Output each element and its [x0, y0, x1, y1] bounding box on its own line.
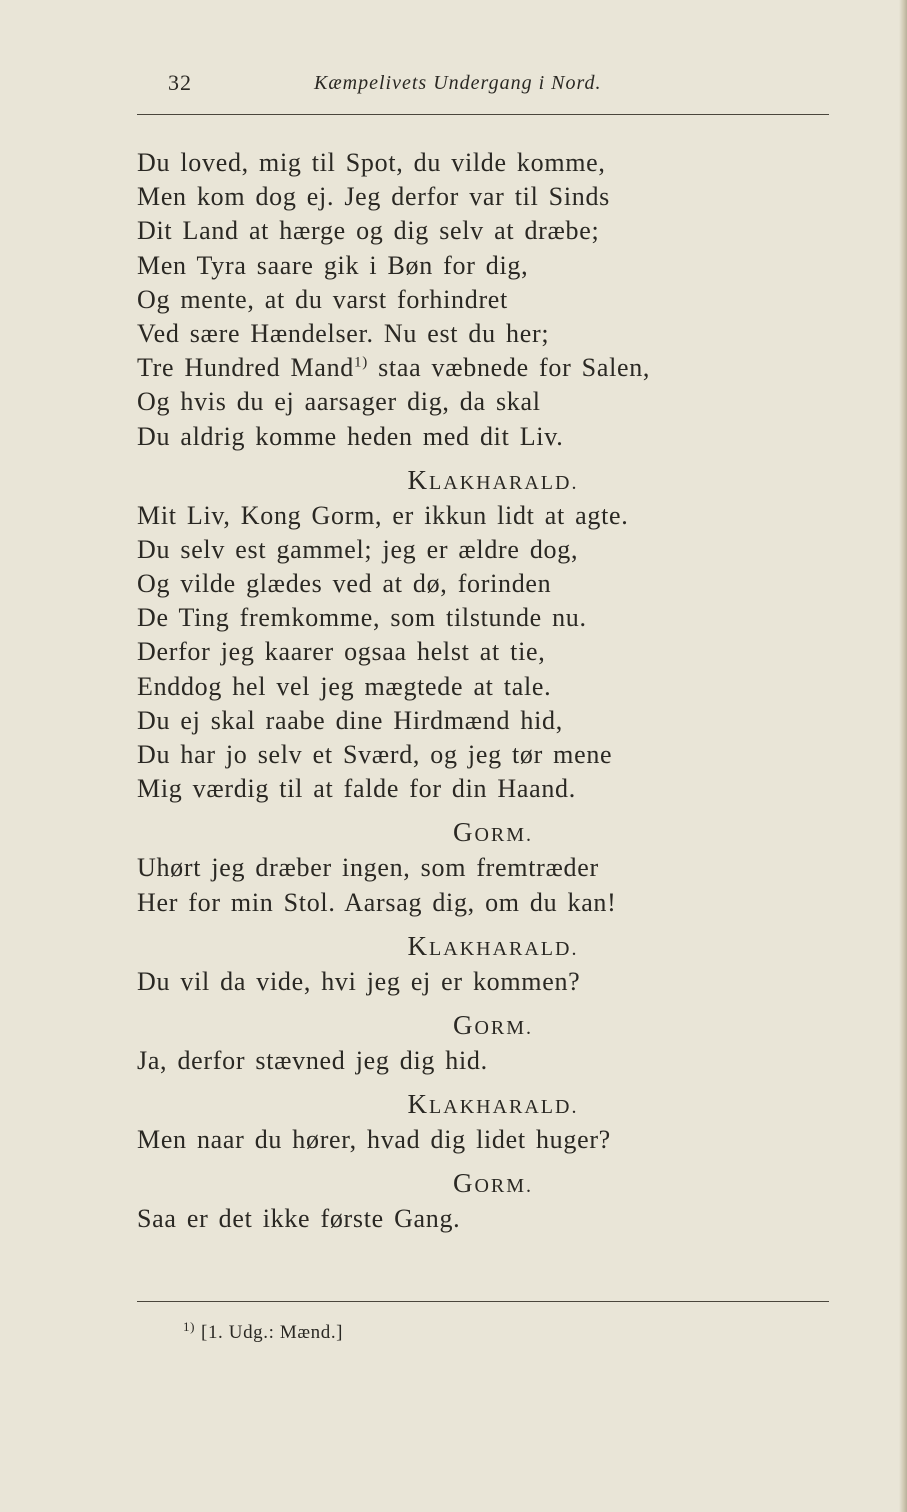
verse-line: Og vilde glædes ved at dø, forinden	[137, 569, 552, 599]
verse-line: Du ej skal raabe dine Hirdmænd hid,	[137, 705, 563, 735]
verse-line: Uhørt jeg dræber ingen, som fremtræder	[137, 853, 599, 883]
verse-line: Mit Liv, Kong Gorm, er ikkun lidt at agte.	[137, 500, 629, 530]
verse-line: De Ting fremkomme, som tilstunde nu.	[137, 603, 587, 633]
verse-line-with-note	[137, 351, 829, 385]
verse-line: Du har jo selv et Sværd, og jeg tør mene	[137, 740, 613, 769]
footnote	[183, 1318, 344, 1344]
verse-line: Du aldrig komme heden med dit Liv.	[137, 421, 564, 451]
verse-line: Men Tyra saare gik i Bøn for dig,	[137, 250, 529, 280]
header-rule	[137, 114, 829, 115]
speaker-name: KLAKHARALD.	[407, 1089, 579, 1120]
verse-line: Ved sære Hændelser. Nu est du her;	[137, 318, 550, 348]
footnote-rule	[137, 1301, 829, 1302]
verse-line: Men naar du hører, hvad dig lidet huger?	[137, 1125, 611, 1155]
speaker-name: GORM.	[452, 1009, 534, 1040]
verse-line: Enddog hel vel jeg mægtede at tale.	[137, 671, 552, 701]
verse-line: Og hvis du ej aarsager dig, da skal	[137, 387, 541, 417]
verse-line: Dit Land at hærge og dig selv at dræbe;	[137, 216, 600, 246]
speaker-name: KLAKHARALD.	[407, 464, 579, 495]
page-number: 32	[168, 70, 192, 95]
footnote-reference: 1)	[354, 354, 368, 371]
speaker-name: GORM.	[452, 1168, 534, 1199]
verse-line: Men kom dog ej. Jeg derfor var til Sinds	[137, 182, 610, 212]
verse-line: Og mente, at du varst forhindret	[137, 284, 508, 314]
verse-line: Du selv est gammel; jeg er ældre dog,	[137, 534, 579, 564]
speaker-name: KLAKHARALD.	[407, 930, 579, 961]
footnote-text: [1. Udg.: Mænd.]	[201, 1322, 344, 1343]
verse-line: Ja, derfor stævned jeg dig hid.	[137, 1045, 488, 1075]
verse-line: Derfor jeg kaarer ogsaa helst at tie,	[137, 637, 546, 667]
running-head	[0, 70, 907, 104]
verse-line: Du vil da vide, hvi jeg ej er kommen?	[137, 966, 581, 996]
footnote-mark: 1)	[183, 1318, 196, 1334]
verse-line: Her for min Stol. Aarsag dig, om du kan!	[137, 887, 617, 917]
verse-line-start: Tre Hundred Mand	[137, 353, 354, 383]
verse-line: Du loved, mig til Spot, du vilde komme,	[137, 148, 606, 177]
speaker-name: GORM.	[452, 817, 534, 848]
page-edge	[899, 0, 907, 1512]
verse-line-end: staa væbnede for Salen,	[367, 353, 651, 383]
verse-line: Mig værdig til at falde for din Haand.	[137, 774, 576, 804]
verse-line: Saa er det ikke første Gang.	[137, 1204, 461, 1234]
running-title: Kæmpelivets Undergang i Nord.	[314, 72, 602, 94]
verse-text	[137, 146, 829, 1237]
